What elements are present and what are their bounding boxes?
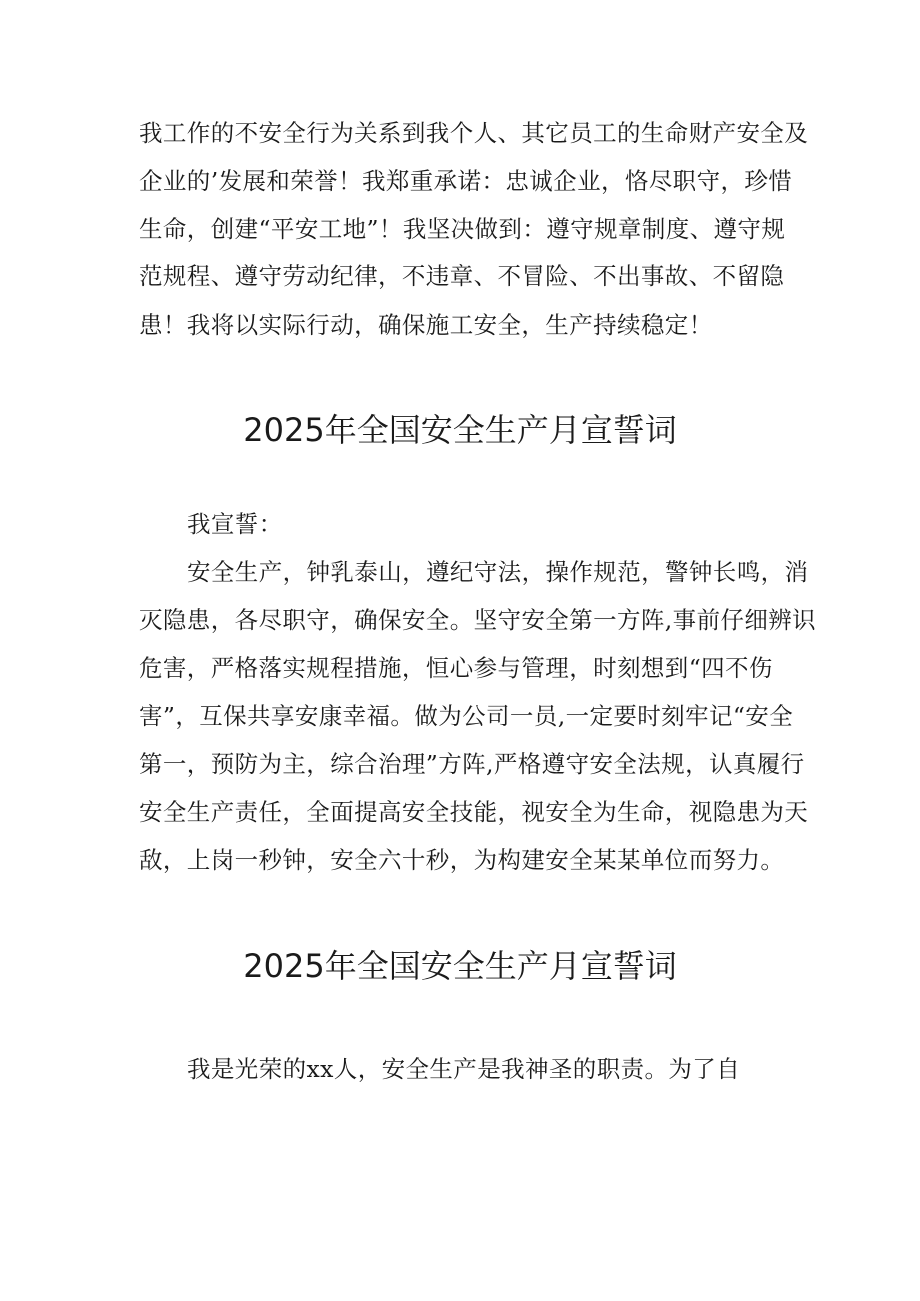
paragraph-line: 安全生产责任，全面提高安全技能，视安全为生命，视隐患为天 xyxy=(139,798,809,826)
section-title: 2025年全国安全生产月宣誓词 xyxy=(243,411,677,449)
paragraph-line: 灭隐患，各尽职守，确保安全。坚守安全第一方阵,事前仔细辨识 xyxy=(139,606,817,634)
paragraph-line: 害”，互保共享安康幸福。做为公司一员,一定要时刻牢记“安全 xyxy=(139,702,794,730)
paragraph-line: 危害，严格落实规程措施，恒心参与管理，时刻想到“四不伤 xyxy=(139,654,773,682)
paragraph-line: 第一，预防为主，综合治理”方阵,严格遵守安全法规，认真履行 xyxy=(139,750,805,778)
paragraph-line: 安全生产，钟乳泰山，遵纪守法，操作规范，警钟长鸣，消 xyxy=(187,558,809,586)
paragraph-line: 患！我将以实际行动，确保施工安全，生产持续稳定！ xyxy=(139,311,713,339)
paragraph-line: 范规程、遵守劳动纪律，不违章、不冒险、不出事故、不留隐 xyxy=(139,262,785,290)
paragraph-line: 企业的’发展和荣誉！我郑重承诺：忠诚企业，恪尽职守，珍惜 xyxy=(139,167,793,195)
paragraph-line: 敌，上岗一秒钟，安全六十秒，为构建安全某某单位而努力。 xyxy=(139,846,785,874)
paragraph-line: 我是光荣的xx人，安全生产是我神圣的职责。为了自 xyxy=(187,1055,741,1083)
paragraph-line: 生命，创建“平安工地”！我坚决做到：遵守规章制度、遵守规 xyxy=(139,215,786,243)
section-title: 2025年全国安全生产月宣誓词 xyxy=(243,947,677,985)
salutation: 我宣誓： xyxy=(187,510,283,538)
paragraph-line: 我工作的不安全行为关系到我个人、其它员工的生命财产安全及 xyxy=(139,119,809,147)
